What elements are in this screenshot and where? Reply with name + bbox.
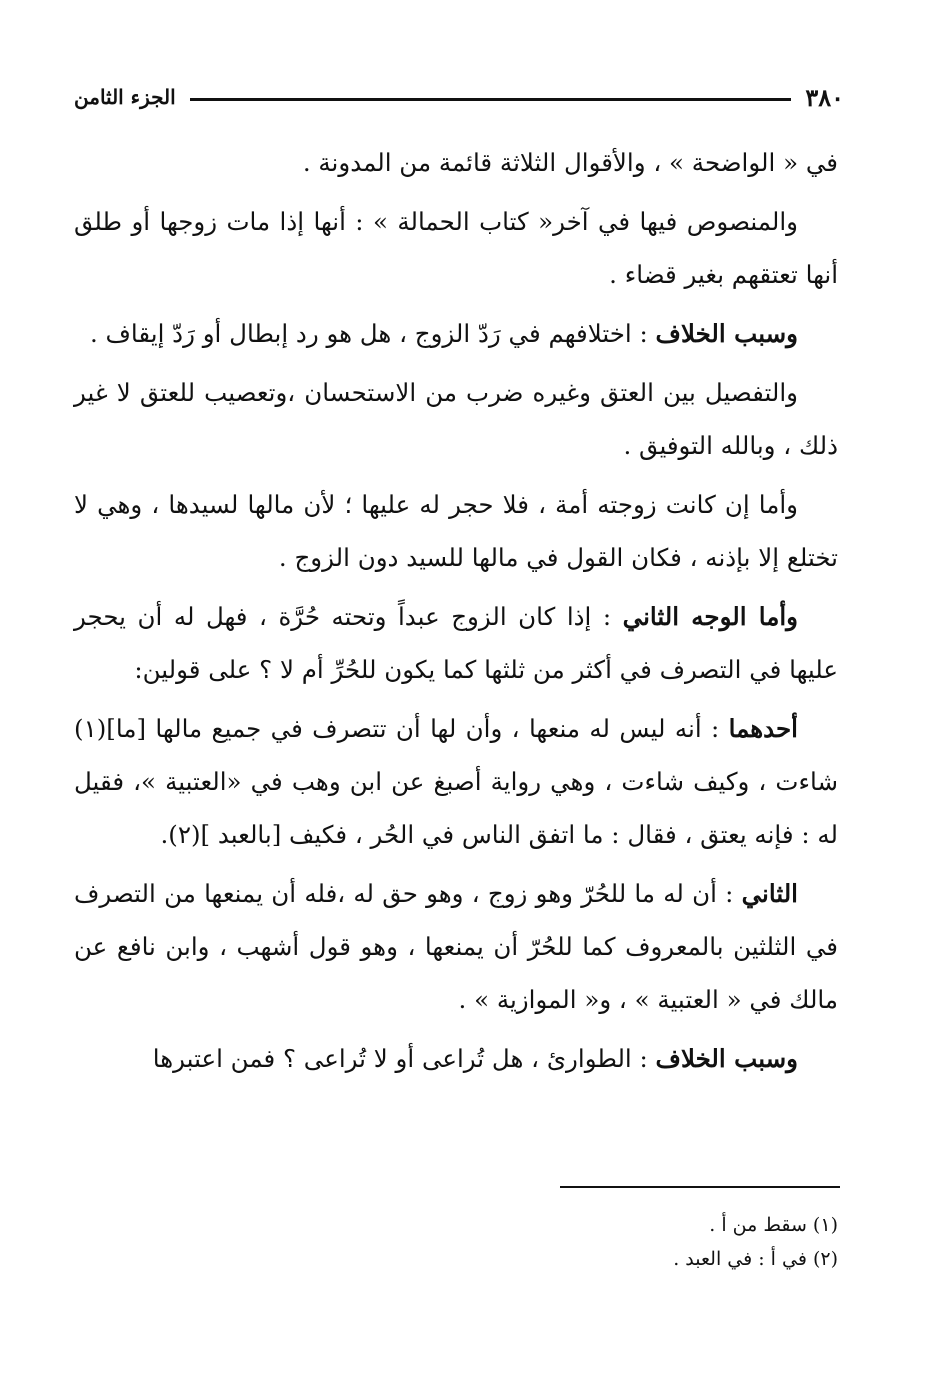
paragraph — [74, 366, 838, 472]
paragraph — [74, 195, 838, 301]
paragraph — [74, 1032, 838, 1085]
paragraph-lead: وأما الوجه الثاني — [622, 602, 798, 631]
paragraph-text: وأما إن كانت زوجته أمة ، فلا حجر له عليها ؛ لأن مالها لسيدها ، وهي لا تختلع إلا بإذنه ، فكان القول في مالها للسيد دون الزوج . — [74, 490, 838, 572]
footnotes — [74, 1208, 838, 1276]
part-title: الجزء الثامن — [74, 85, 176, 109]
page-number: ٣٨٠ — [805, 82, 844, 112]
paragraph-text: والتفصيل بين العتق وغيره ضرب من الاستحسان ،وتعصيب للعتق لا غير ذلك ، وبالله التوفيق . — [74, 378, 838, 460]
paragraph — [74, 307, 838, 360]
paragraph — [74, 478, 838, 584]
running-header — [74, 80, 844, 114]
footnote-separator — [560, 1186, 840, 1188]
paragraph-lead: أحدهما — [728, 714, 798, 743]
paragraph — [74, 136, 838, 189]
paragraph-text: : أن له ما للحُرّ وهو زوج ، وهو حق له ،فله أن يمنعها من التصرف في الثلثين بالمعروف كما للحُرّ أن يمنعها ، وهو قول أشهب ، وابن نافع عن مالك في « العتبية » ، و« الموازية » . — [74, 879, 838, 1014]
body-text — [74, 136, 838, 1091]
footnote: (١) سقط من أ . — [709, 1214, 838, 1236]
paragraph-lead: وسبب الخلاف — [655, 1044, 798, 1073]
paragraph — [74, 590, 838, 696]
paragraph-text: : اختلافهم في رَدّ الزوج ، هل هو رد إبطال أو رَدّ إيقاف . — [89, 319, 656, 348]
paragraph-text: : أنه ليس له منعها ، وأن لها أن تتصرف في جميع مالها [ما](١) شاءت ، وكيف شاءت ، وهي رواية أصبغ عن ابن وهب في «العتبية »، فقيل له : فإنه يعتق ، فقال : ما اتفق الناس في الحُر ، فكيف [بالعبد ](٢). — [74, 714, 838, 849]
paragraph-text: : إذا كان الزوج عبداً وتحته حُرَّة ، فهل له أن يحجر عليها في التصرف في أكثر من ثلثها كما يكون للحُرِّ أم لا ؟ على قولين: — [74, 602, 838, 684]
paragraph-lead: الثاني — [741, 879, 798, 908]
paragraph-lead: وسبب الخلاف — [655, 319, 798, 348]
paragraph — [74, 702, 838, 861]
paragraph-text: في « الواضحة » ، والأقوال الثلاثة قائمة من المدونة . — [302, 148, 838, 177]
paragraph — [74, 867, 838, 1026]
footnote: (٢) في أ : في العبد . — [673, 1248, 838, 1270]
paragraph-text: والمنصوص فيها في آخر« كتاب الحمالة » : أنها إذا مات زوجها أو طلق أنها تعتقهم بغير قضاء . — [74, 207, 838, 289]
paragraph-text: : الطوارئ ، هل تُراعى أو لا تُراعى ؟ فمن اعتبرها — [152, 1044, 656, 1073]
header-rule — [190, 98, 792, 101]
